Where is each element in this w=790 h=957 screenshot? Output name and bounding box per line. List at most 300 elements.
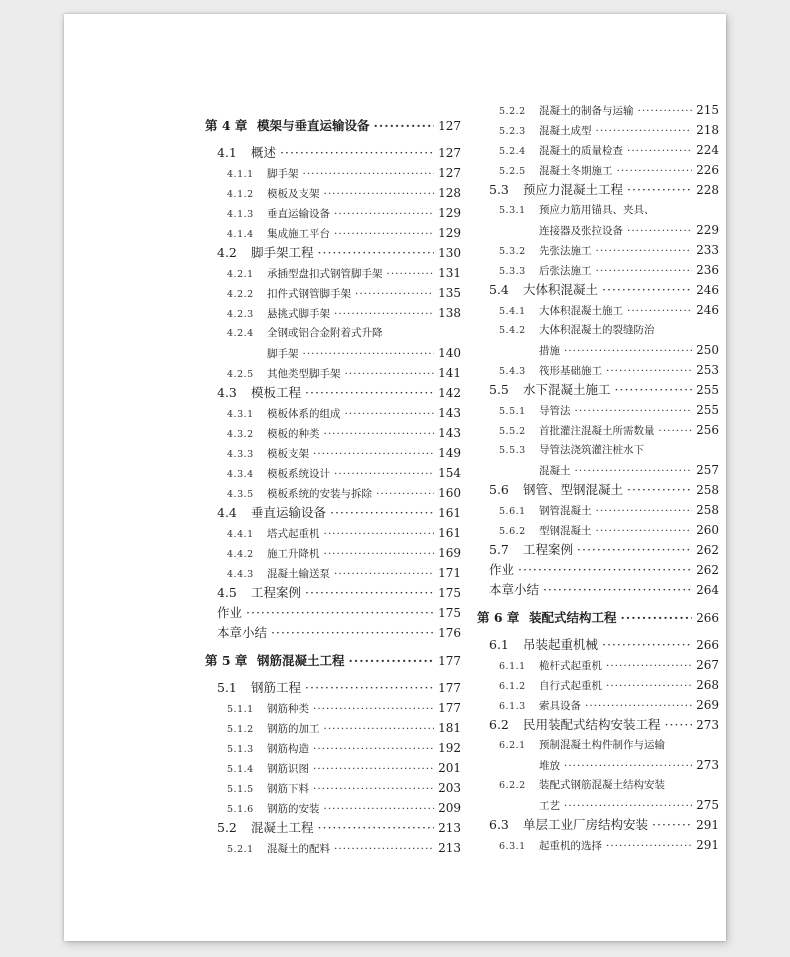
toc-entry-section bbox=[205, 680, 461, 698]
toc-entry-title: 模板体系的组成 bbox=[267, 408, 341, 420]
toc-entry-title: 全钢或铝合金附着式升降 bbox=[267, 327, 383, 339]
toc-entry-page-number: 141 bbox=[438, 366, 461, 380]
toc-entry-number: 4.4 bbox=[217, 505, 237, 520]
toc-entry-sub bbox=[477, 142, 719, 160]
dot-leader bbox=[564, 758, 692, 774]
dot-leader bbox=[652, 817, 692, 833]
toc-entry-page-number: 135 bbox=[438, 286, 461, 300]
dot-leader bbox=[596, 523, 693, 539]
toc-entry-title: 钢筋识图 bbox=[267, 763, 309, 775]
toc-entry-page-number: 255 bbox=[696, 383, 719, 397]
toc-entry-number: 4.2 bbox=[217, 245, 237, 260]
toc-entry-number: 4.4.2 bbox=[227, 549, 254, 560]
toc-entry-page-number: 236 bbox=[696, 263, 719, 277]
toc-entry-number: 5.1.5 bbox=[227, 784, 254, 795]
toc-entry-page-number: 192 bbox=[438, 741, 461, 755]
toc-entry-title: 本章小结 bbox=[489, 582, 540, 597]
toc-entry-title: 自行式起重机 bbox=[539, 680, 602, 692]
toc-entry-page-number: 203 bbox=[438, 781, 461, 795]
toc-entry-title: 集成施工平台 bbox=[267, 228, 330, 240]
toc-entry-title: 承插型盘扣式钢管脚手架 bbox=[267, 268, 383, 280]
toc-entry-title: 起重机的选择 bbox=[539, 840, 602, 852]
toc-entry-title: 垂直运输设备 bbox=[251, 505, 327, 520]
toc-entry-sub bbox=[205, 800, 461, 818]
toc-entry-number: 5.4.1 bbox=[499, 306, 526, 317]
dot-leader bbox=[305, 585, 434, 601]
toc-entry-page-number: 266 bbox=[696, 638, 719, 652]
toc-entry-sub bbox=[477, 837, 719, 855]
toc-entry-section bbox=[205, 820, 461, 838]
toc-entry-section bbox=[477, 717, 719, 735]
dot-leader bbox=[334, 306, 434, 322]
toc-entry-page-number: 129 bbox=[438, 206, 461, 220]
toc-entry-number: 6.2.1 bbox=[499, 740, 526, 751]
toc-entry-title: 吊装起重机械 bbox=[523, 637, 599, 652]
dot-leader bbox=[596, 243, 693, 259]
toc-entry-title: 工程案例 bbox=[523, 542, 574, 557]
toc-entry-sub bbox=[205, 525, 461, 543]
toc-entry-chapter bbox=[205, 118, 461, 136]
dot-leader bbox=[324, 801, 435, 817]
toc-entry-sub bbox=[205, 740, 461, 758]
toc-entry-page-number: 129 bbox=[438, 226, 461, 240]
toc-entry-page-number: 201 bbox=[438, 761, 461, 775]
toc-entry-page-number: 262 bbox=[696, 543, 719, 557]
toc-entry-section bbox=[477, 817, 719, 835]
toc-entry-number: 4.2.5 bbox=[227, 369, 254, 380]
toc-entry-number: 4.4.3 bbox=[227, 569, 254, 580]
toc-entry-title: 模架与垂直运输设备 bbox=[257, 118, 370, 133]
dot-leader bbox=[334, 466, 434, 482]
toc-entry-section bbox=[477, 542, 719, 560]
dot-leader bbox=[575, 463, 693, 479]
dot-leader bbox=[627, 303, 692, 319]
toc-entry-title: 钢筋下料 bbox=[267, 783, 309, 795]
toc-entry-number: 4.3.3 bbox=[227, 449, 254, 460]
toc-entry-title: 导管法 bbox=[539, 405, 571, 417]
toc-entry-page-number: 161 bbox=[438, 506, 461, 520]
toc-entry-section bbox=[477, 382, 719, 400]
toc-entry-page-number: 269 bbox=[696, 698, 719, 712]
toc-entry-title: 本章小结 bbox=[217, 625, 268, 640]
toc-entry-title: 堆放 bbox=[539, 760, 560, 772]
toc-entry-number: 5.3.3 bbox=[499, 266, 526, 277]
toc-entry-title: 模板系统的安装与拆除 bbox=[267, 488, 372, 500]
toc-entry-number: 4.1.2 bbox=[227, 189, 254, 200]
toc-entry-sub bbox=[205, 840, 461, 858]
toc-entry-number: 5.1.1 bbox=[227, 704, 254, 715]
toc-entry-title: 混凝土的制备与运输 bbox=[539, 105, 634, 117]
dot-leader bbox=[324, 186, 435, 202]
toc-entry-page-number: 130 bbox=[438, 246, 461, 260]
toc-entry-number: 6.1.3 bbox=[499, 701, 526, 712]
toc-entry-section bbox=[205, 585, 461, 603]
toc-entry-number: 5.6 bbox=[489, 482, 509, 497]
toc-entry-sub bbox=[205, 700, 461, 718]
toc-entry-title: 预应力混凝土工程 bbox=[523, 182, 624, 197]
toc-entry-sub bbox=[477, 102, 719, 120]
toc-entry-title: 钢筋混凝土工程 bbox=[257, 653, 345, 668]
dot-leader bbox=[606, 838, 692, 854]
toc-entry-title: 连接器及张拉设备 bbox=[539, 225, 623, 237]
toc-page bbox=[64, 14, 726, 941]
toc-entry-sub bbox=[205, 565, 461, 583]
toc-entry-wrap1 bbox=[477, 202, 719, 220]
toc-entry-page-number: 181 bbox=[438, 721, 461, 735]
toc-entry-number: 5.2.1 bbox=[227, 844, 254, 855]
toc-entry-sub bbox=[477, 522, 719, 540]
toc-entry-number: 4.2.4 bbox=[227, 328, 254, 339]
dot-leader bbox=[305, 680, 434, 696]
dot-leader bbox=[627, 143, 692, 159]
toc-entry-page-number: 131 bbox=[438, 266, 461, 280]
toc-entry-sub bbox=[477, 402, 719, 420]
dot-leader bbox=[518, 562, 692, 578]
toc-entry-title: 工艺 bbox=[539, 800, 560, 812]
toc-entry-title: 大体积混凝土的裂缝防治 bbox=[539, 324, 655, 336]
toc-entry-page-number: 161 bbox=[438, 526, 461, 540]
toc-entry-page-number: 209 bbox=[438, 801, 461, 815]
toc-entry-title: 钢筋的加工 bbox=[267, 723, 320, 735]
toc-entry-title: 后张法施工 bbox=[539, 265, 592, 277]
toc-entry-page-number: 229 bbox=[696, 223, 719, 237]
toc-entry-title: 脚手架工程 bbox=[251, 245, 314, 260]
dot-leader bbox=[313, 446, 434, 462]
dot-leader bbox=[638, 103, 693, 119]
toc-entry-page-number: 213 bbox=[438, 841, 461, 855]
toc-entry-number: 6.1 bbox=[489, 637, 509, 652]
toc-entry-page-number: 143 bbox=[438, 406, 461, 420]
dot-leader bbox=[318, 245, 435, 261]
toc-entry-plain bbox=[477, 582, 719, 600]
toc-entry-sub bbox=[477, 122, 719, 140]
toc-entry-page-number: 258 bbox=[696, 503, 719, 517]
dot-leader bbox=[615, 382, 693, 398]
toc-entry-page-number: 255 bbox=[696, 403, 719, 417]
dot-leader bbox=[345, 406, 435, 422]
dot-leader bbox=[313, 741, 434, 757]
toc-entry-page-number: 149 bbox=[438, 446, 461, 460]
toc-entry-sub bbox=[205, 760, 461, 778]
toc-entry-number: 5.6.2 bbox=[499, 526, 526, 537]
toc-entry-number: 4.1 bbox=[217, 145, 237, 160]
dot-leader bbox=[577, 542, 692, 558]
toc-entry-sub bbox=[205, 405, 461, 423]
toc-entry-wrap1 bbox=[477, 737, 719, 755]
toc-entry-sub bbox=[205, 285, 461, 303]
toc-entry-sub bbox=[477, 657, 719, 675]
toc-entry-number: 6.2 bbox=[489, 717, 509, 732]
toc-entry-title: 混凝土冬期施工 bbox=[539, 165, 613, 177]
toc-entry-page-number: 253 bbox=[696, 363, 719, 377]
toc-entry-number: 5.5.3 bbox=[499, 445, 526, 456]
toc-entry-page-number: 154 bbox=[438, 466, 461, 480]
toc-entry-cont bbox=[477, 462, 719, 480]
dot-leader bbox=[585, 698, 692, 714]
toc-entry-number: 5.2.2 bbox=[499, 106, 526, 117]
toc-entry-page-number: 264 bbox=[696, 583, 719, 597]
toc-entry-section bbox=[205, 505, 461, 523]
toc-entry-number: 4.1.3 bbox=[227, 209, 254, 220]
dot-leader bbox=[334, 226, 434, 242]
toc-entry-title: 大体积混凝土 bbox=[523, 282, 599, 297]
dot-leader bbox=[596, 503, 693, 519]
toc-entry-cont bbox=[477, 797, 719, 815]
dot-leader bbox=[606, 658, 692, 674]
toc-entry-title: 先张法施工 bbox=[539, 245, 592, 257]
toc-entry-plain bbox=[205, 625, 461, 643]
dot-leader bbox=[324, 721, 435, 737]
toc-entry-title: 预应力筋用锚具、夹具、 bbox=[539, 204, 655, 216]
toc-entry-title: 混凝土工程 bbox=[251, 820, 314, 835]
toc-entry-number: 5.4 bbox=[489, 282, 509, 297]
toc-entry-title: 工程案例 bbox=[251, 585, 302, 600]
toc-entry-page-number: 160 bbox=[438, 486, 461, 500]
toc-entry-title: 钢筋构造 bbox=[267, 743, 309, 755]
toc-entry-wrap1 bbox=[477, 322, 719, 340]
toc-entry-page-number: 127 bbox=[438, 119, 461, 133]
toc-entry-page-number: 233 bbox=[696, 243, 719, 257]
toc-entry-title: 索具设备 bbox=[539, 700, 581, 712]
toc-entry-chapter bbox=[477, 610, 719, 628]
toc-entry-cont bbox=[477, 342, 719, 360]
toc-entry-page-number: 213 bbox=[438, 821, 461, 835]
dot-leader bbox=[627, 182, 692, 198]
dot-leader bbox=[324, 526, 435, 542]
dot-leader bbox=[387, 266, 435, 282]
toc-entry-number: 4.1.4 bbox=[227, 229, 254, 240]
toc-entry-page-number: 127 bbox=[438, 146, 461, 160]
dot-leader bbox=[596, 263, 693, 279]
toc-entry-sub bbox=[205, 225, 461, 243]
toc-entry-wrap1 bbox=[477, 442, 719, 460]
toc-entry-page-number: 140 bbox=[438, 346, 461, 360]
toc-entry-title: 大体积混凝土施工 bbox=[539, 305, 623, 317]
toc-entry-number: 5.2.4 bbox=[499, 146, 526, 157]
toc-entry-page-number: 250 bbox=[696, 343, 719, 357]
toc-entry-wrap1 bbox=[205, 325, 461, 343]
toc-entry-number: 4.2.3 bbox=[227, 309, 254, 320]
toc-entry-title: 装配式钢筋混凝土结构安装 bbox=[539, 779, 665, 791]
toc-entry-page-number: 171 bbox=[438, 566, 461, 580]
dot-leader bbox=[627, 482, 692, 498]
toc-entry-sub bbox=[205, 780, 461, 798]
dot-leader bbox=[602, 637, 692, 653]
dot-leader bbox=[313, 701, 434, 717]
toc-entry-page-number: 256 bbox=[696, 423, 719, 437]
toc-entry-number: 4.2.1 bbox=[227, 269, 254, 280]
toc-entry-title: 单层工业厂房结构安装 bbox=[523, 817, 649, 832]
toc-entry-title: 模板工程 bbox=[251, 385, 302, 400]
dot-leader bbox=[659, 423, 693, 439]
toc-entry-title: 预制混凝土构件制作与运输 bbox=[539, 739, 665, 751]
toc-entry-number: 5.1.3 bbox=[227, 744, 254, 755]
toc-entry-title: 导管法浇筑灌注桩水下 bbox=[539, 444, 644, 456]
toc-entry-page-number: 260 bbox=[696, 523, 719, 537]
toc-entry-title: 混凝土 bbox=[539, 465, 571, 477]
toc-entry-sub bbox=[205, 545, 461, 563]
toc-entry-sub bbox=[477, 162, 719, 180]
toc-entry-page-number: 218 bbox=[696, 123, 719, 137]
toc-entry-plain bbox=[477, 562, 719, 580]
toc-entry-number: 4.3.4 bbox=[227, 469, 254, 480]
toc-entry-title: 混凝土成型 bbox=[539, 125, 592, 137]
toc-entry-sub bbox=[205, 425, 461, 443]
toc-entry-page-number: 175 bbox=[438, 586, 461, 600]
toc-entry-title: 作业 bbox=[217, 605, 243, 620]
toc-entry-title: 模板的种类 bbox=[267, 428, 320, 440]
toc-entry-number: 5.1.6 bbox=[227, 804, 254, 815]
toc-entry-title: 混凝土的配料 bbox=[267, 843, 330, 855]
toc-entry-sub bbox=[205, 465, 461, 483]
toc-entry-number: 第 4 章 bbox=[205, 118, 248, 133]
toc-entry-section bbox=[477, 182, 719, 200]
dot-leader bbox=[324, 426, 435, 442]
dot-leader bbox=[602, 282, 692, 298]
toc-entry-number: 5.1.2 bbox=[227, 724, 254, 735]
toc-entry-page-number: 138 bbox=[438, 306, 461, 320]
toc-entry-page-number: 268 bbox=[696, 678, 719, 692]
toc-entry-title: 钢管、型钢混凝土 bbox=[523, 482, 624, 497]
toc-entry-number: 4.2.2 bbox=[227, 289, 254, 300]
toc-entry-number: 6.2.2 bbox=[499, 780, 526, 791]
toc-entry-sub bbox=[205, 365, 461, 383]
toc-entry-page-number: 176 bbox=[438, 626, 461, 640]
toc-entry-page-number: 275 bbox=[696, 798, 719, 812]
toc-entry-number: 5.4.2 bbox=[499, 325, 526, 336]
toc-entry-number: 6.1.2 bbox=[499, 681, 526, 692]
toc-entry-number: 5.7 bbox=[489, 542, 509, 557]
dot-leader bbox=[303, 346, 435, 362]
dot-leader bbox=[621, 610, 693, 626]
toc-entry-title: 装配式结构工程 bbox=[529, 610, 617, 625]
dot-leader bbox=[303, 166, 435, 182]
toc-entry-number: 5.4.3 bbox=[499, 366, 526, 377]
dot-leader bbox=[246, 605, 434, 621]
toc-entry-page-number: 224 bbox=[696, 143, 719, 157]
toc-entry-number: 4.3.1 bbox=[227, 409, 254, 420]
toc-entry-number: 5.2.5 bbox=[499, 166, 526, 177]
toc-entry-title: 脚手架 bbox=[267, 168, 299, 180]
toc-entry-page-number: 226 bbox=[696, 163, 719, 177]
toc-entry-page-number: 169 bbox=[438, 546, 461, 560]
toc-entry-page-number: 267 bbox=[696, 658, 719, 672]
toc-entry-chapter bbox=[205, 653, 461, 671]
dot-leader bbox=[575, 403, 693, 419]
toc-entry-page-number: 273 bbox=[696, 758, 719, 772]
toc-entry-title: 扣件式钢管脚手架 bbox=[267, 288, 351, 300]
dot-leader bbox=[374, 118, 435, 134]
toc-entry-page-number: 258 bbox=[696, 483, 719, 497]
dot-leader bbox=[355, 286, 434, 302]
toc-entry-sub bbox=[205, 265, 461, 283]
dot-leader bbox=[345, 366, 435, 382]
toc-entry-number: 5.5.2 bbox=[499, 426, 526, 437]
toc-entry-cont bbox=[477, 757, 719, 775]
toc-entry-sub bbox=[477, 422, 719, 440]
toc-entry-title: 筏形基础施工 bbox=[539, 365, 602, 377]
toc-entry-section bbox=[205, 145, 461, 163]
toc-entry-title: 悬挑式脚手架 bbox=[267, 308, 330, 320]
dot-leader bbox=[606, 363, 692, 379]
dot-leader bbox=[313, 781, 434, 797]
toc-entry-number: 第 5 章 bbox=[205, 653, 248, 668]
toc-entry-number: 第 6 章 bbox=[477, 610, 520, 625]
toc-entry-page-number: 175 bbox=[438, 606, 461, 620]
toc-entry-number: 5.2.3 bbox=[499, 126, 526, 137]
toc-entry-sub bbox=[205, 720, 461, 738]
dot-leader bbox=[543, 582, 692, 598]
toc-entry-number: 5.1 bbox=[217, 680, 237, 695]
toc-entry-page-number: 246 bbox=[696, 283, 719, 297]
toc-entry-title: 塔式起重机 bbox=[267, 528, 320, 540]
toc-entry-page-number: 177 bbox=[438, 701, 461, 715]
toc-entry-page-number: 246 bbox=[696, 303, 719, 317]
toc-entry-number: 5.1.4 bbox=[227, 764, 254, 775]
dot-leader bbox=[334, 841, 434, 857]
dot-leader bbox=[617, 163, 693, 179]
toc-entry-plain bbox=[205, 605, 461, 623]
dot-leader bbox=[564, 343, 692, 359]
dot-leader bbox=[271, 625, 434, 641]
dot-leader bbox=[665, 717, 693, 733]
toc-entry-title: 脚手架 bbox=[267, 348, 299, 360]
toc-entry-sub bbox=[477, 242, 719, 260]
toc-entry-number: 4.3 bbox=[217, 385, 237, 400]
dot-leader bbox=[606, 678, 692, 694]
toc-entry-title: 垂直运输设备 bbox=[267, 208, 330, 220]
toc-entry-sub bbox=[205, 205, 461, 223]
toc-entry-number: 5.5 bbox=[489, 382, 509, 397]
toc-entry-number: 4.4.1 bbox=[227, 529, 254, 540]
toc-entry-sub bbox=[477, 362, 719, 380]
toc-entry-title: 民用装配式结构安装工程 bbox=[523, 717, 661, 732]
dot-leader bbox=[318, 820, 435, 836]
dot-leader bbox=[349, 653, 435, 669]
toc-entry-page-number: 266 bbox=[696, 611, 719, 625]
toc-entry-number: 4.1.1 bbox=[227, 169, 254, 180]
toc-entry-page-number: 228 bbox=[696, 183, 719, 197]
toc-entry-page-number: 291 bbox=[696, 818, 719, 832]
toc-entry-title: 概述 bbox=[251, 145, 277, 160]
toc-entry-title: 钢筋工程 bbox=[251, 680, 302, 695]
toc-entry-sub bbox=[205, 185, 461, 203]
toc-entry-number: 5.3.2 bbox=[499, 246, 526, 257]
toc-entry-title: 模板支架 bbox=[267, 448, 309, 460]
toc-entry-title: 型钢混凝土 bbox=[539, 525, 592, 537]
toc-entry-section bbox=[477, 637, 719, 655]
toc-entry-sub bbox=[205, 305, 461, 323]
toc-entry-number: 5.3.1 bbox=[499, 205, 526, 216]
dot-leader bbox=[596, 123, 693, 139]
toc-entry-page-number: 273 bbox=[696, 718, 719, 732]
toc-entry-page-number: 143 bbox=[438, 426, 461, 440]
toc-entry-page-number: 142 bbox=[438, 386, 461, 400]
toc-entry-number: 6.1.1 bbox=[499, 661, 526, 672]
toc-entry-number: 6.3.1 bbox=[499, 841, 526, 852]
toc-entry-sub bbox=[205, 165, 461, 183]
toc-entry-page-number: 127 bbox=[438, 166, 461, 180]
toc-entry-page-number: 128 bbox=[438, 186, 461, 200]
toc-entry-title: 作业 bbox=[489, 562, 515, 577]
dot-leader bbox=[330, 505, 434, 521]
toc-entry-title: 钢管混凝土 bbox=[539, 505, 592, 517]
dot-leader bbox=[564, 798, 692, 814]
toc-entry-page-number: 262 bbox=[696, 563, 719, 577]
toc-entry-title: 模板系统设计 bbox=[267, 468, 330, 480]
toc-entry-section bbox=[205, 245, 461, 263]
toc-entry-number: 5.6.1 bbox=[499, 506, 526, 517]
